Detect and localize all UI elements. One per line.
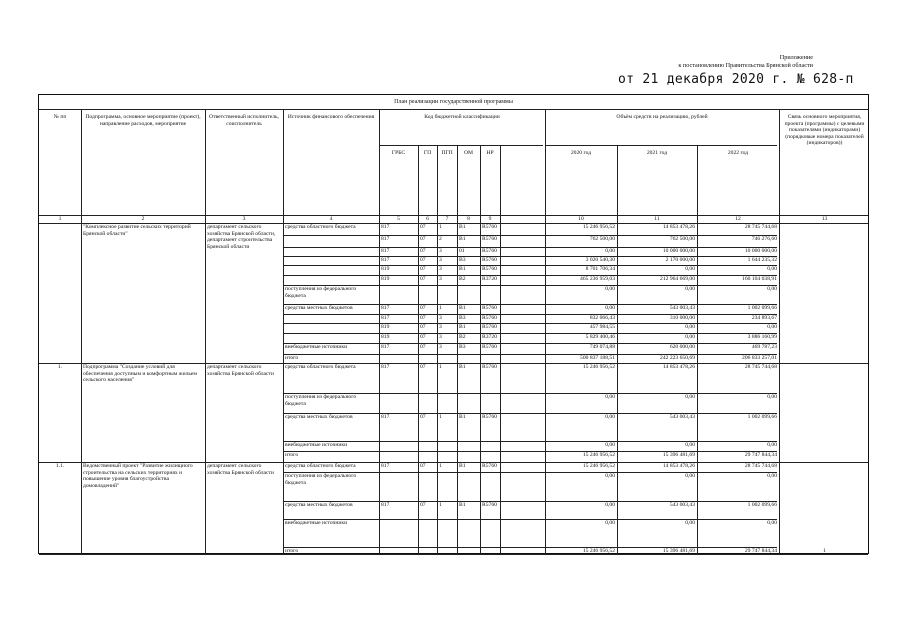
appendix-label: Приложение (779, 54, 813, 61)
row-2021: 0,00 (685, 473, 695, 479)
header-grbs: ГРБС (391, 150, 406, 156)
row-2020: 457 984,55 (589, 324, 615, 330)
row-number: 1. (57, 364, 63, 370)
row-2022: 28 745 744,68 (744, 364, 777, 370)
header-2022: 2022 год (727, 150, 749, 156)
row-grbs: 817 (381, 224, 390, 230)
row-2021: 14 853 478,26 (662, 463, 695, 469)
row-2020: 832 066,43 (589, 315, 615, 321)
row-nr: R5760 (482, 364, 497, 370)
row-nr: R5760 (482, 463, 497, 469)
row-2022: 29 747 844,34 (744, 452, 777, 458)
row-nr: R5760 (482, 266, 497, 272)
row-grbs: 817 (381, 414, 390, 420)
row-2021: 14 853 478,26 (662, 364, 695, 370)
row-2022: 1 002 099,66 (747, 305, 777, 311)
table-rule (39, 554, 868, 555)
row-2020: 762 500,00 (589, 236, 615, 242)
table-column-rule (697, 223, 698, 554)
row-source: средства местных бюджетов (285, 414, 353, 420)
row-source: средства областного бюджета (285, 364, 356, 370)
row-2021: 0,00 (685, 266, 695, 272)
row-2020: 0,00 (605, 286, 615, 292)
row-pgp: 3 (439, 315, 442, 321)
row-2020: 15 246 956,52 (582, 452, 615, 458)
row-2022: 0,00 (767, 442, 777, 448)
row-gp: 07 (420, 257, 426, 263)
row-pgp: 1 (439, 224, 442, 230)
decree-date: от 21 декабря 2020 г. № 628-п (618, 72, 854, 87)
column-number: 4 (329, 216, 333, 222)
row-2021: 0,00 (685, 442, 695, 448)
row-2022: 746 276,60 (751, 236, 777, 242)
row-grbs: 817 (381, 236, 390, 242)
row-2020: 500 837 188,51 (580, 355, 615, 361)
column-number: 10 (578, 216, 584, 222)
row-om: В1 (459, 324, 466, 330)
row-grbs: 817 (381, 257, 390, 263)
table-rule (39, 109, 868, 110)
row-2021: 620 000,00 (669, 344, 695, 350)
row-2020: 15 246 956,52 (582, 364, 615, 370)
table-column-rule (480, 145, 481, 223)
column-number: 2 (141, 216, 145, 222)
row-2020: 0,00 (605, 414, 615, 420)
row-2021: 0,00 (685, 286, 695, 292)
header-executor: Ответственный исполнитель, соисполнитель (209, 114, 279, 127)
row-pgp: 1 (439, 364, 442, 370)
row-2021: 543 003,43 (669, 502, 695, 508)
row-om: 01 (459, 248, 465, 254)
row-2020: 5 829 400,46 (585, 334, 615, 340)
row-2022: 0,00 (767, 286, 777, 292)
row-grbs: 819 (381, 266, 390, 272)
row-nr: R3720 (482, 334, 497, 340)
row-2021: 762 500,00 (669, 236, 695, 242)
table-column-rule (480, 223, 481, 554)
table-column-rule (500, 223, 501, 554)
row-source: итого (285, 355, 299, 361)
row-nr: R5760 (482, 305, 497, 311)
row-2022: 0,00 (767, 473, 777, 479)
row-gp: 07 (420, 463, 426, 469)
row-2020: 3 020 540,30 (585, 257, 615, 263)
row-2022: 0,00 (767, 324, 777, 330)
row-nr: R5760 (482, 502, 497, 508)
row-executor: департамент сельского хозяйства Брянской области (207, 463, 274, 476)
header-name: Подпрограмма, основное мероприятие (проект), направление расходов, мероприятие (85, 114, 201, 127)
row-2022: 1 002 099,66 (747, 414, 777, 420)
row-2020: 0,00 (605, 394, 615, 400)
row-2020: 465 236 959,03 (580, 276, 615, 282)
row-om: В1 (459, 414, 466, 420)
table-column-rule (457, 223, 458, 554)
row-2021: 15 396 481,69 (662, 548, 695, 554)
row-grbs: 817 (381, 344, 390, 350)
header-num: № пп (53, 114, 67, 120)
table-column-rule (81, 223, 82, 554)
row-2021: 212 964 669,00 (660, 276, 695, 282)
table-column-rule (418, 223, 419, 554)
row-2022: 160 104 038,91 (742, 276, 777, 282)
row-number: 1.1. (55, 463, 65, 469)
row-2021: 0,00 (685, 520, 695, 526)
table-column-rule (545, 109, 546, 223)
row-nr: R5760 (482, 324, 497, 330)
table-column-rule (418, 145, 419, 223)
row-2020: 0,00 (605, 442, 615, 448)
table-column-rule (779, 109, 780, 223)
row-om: В1 (459, 502, 466, 508)
row-2020: 749 074,88 (589, 344, 615, 350)
row-nr: R5760 (482, 315, 497, 321)
row-gp: 07 (420, 236, 426, 242)
row-2022: 234 893,67 (751, 315, 777, 321)
row-om: В1 (459, 236, 466, 242)
row-2022: 206 833 257,01 (742, 355, 777, 361)
row-pgp: 3 (439, 266, 442, 272)
table-column-rule (379, 223, 380, 554)
row-grbs: 819 (381, 276, 390, 282)
row-2021: 310 000,00 (669, 315, 695, 321)
row-grbs: 817 (381, 305, 390, 311)
row-gp: 07 (420, 364, 426, 370)
column-number: 6 (426, 216, 429, 222)
row-2020: 0,00 (605, 502, 615, 508)
row-gp: 07 (420, 344, 426, 350)
row-name: "Комплексное развитие сельских территорий Брянской области" (83, 224, 191, 237)
row-2021: 0,00 (685, 324, 695, 330)
table-column-rule (283, 109, 284, 223)
table-column-rule (500, 145, 501, 223)
row-2022: 0,00 (767, 266, 777, 272)
row-pgp: 3 (439, 276, 442, 282)
appendix-decree-label: к постановлению Правительства Брянской области (678, 62, 813, 69)
row-2020: 0,00 (605, 248, 615, 254)
row-2020: 15 246 956,52 (582, 463, 615, 469)
row-grbs: 819 (381, 334, 390, 340)
row-gp: 07 (420, 502, 426, 508)
row-2022: 28 745 744,68 (744, 224, 777, 230)
row-2022: 0,00 (767, 394, 777, 400)
table-column-rule (545, 223, 546, 554)
row-2022: 10 000 000,00 (744, 248, 777, 254)
table-rule (379, 145, 543, 146)
column-number: 7 (445, 216, 449, 222)
row-2021: 543 003,43 (669, 414, 695, 420)
row-om: В2 (459, 334, 466, 340)
row-pgp: 3 (439, 334, 442, 340)
row-pgp: 3 (439, 344, 442, 350)
header-2021: 2021 год (646, 150, 668, 156)
row-2022: 1 002 099,66 (747, 502, 777, 508)
row-om: В3 (459, 257, 466, 263)
row-name: Ведомственный проект "Развитие жилищного строительства на сельских территориях и повышение уровня благоустройства домовладений" (83, 463, 193, 489)
header-pgp: ПГП (441, 150, 453, 156)
row-nr: R3720 (482, 276, 497, 282)
row-pgp: 1 (439, 414, 442, 420)
row-gp: 07 (420, 248, 426, 254)
row-nr: R5760 (482, 257, 497, 263)
row-nr: R5760 (482, 414, 497, 420)
row-gp: 07 (420, 276, 426, 282)
column-number: 9 (488, 216, 492, 222)
row-2020: 0,00 (605, 520, 615, 526)
row-pgp: 1 (439, 305, 442, 311)
table-column-rule (437, 145, 438, 223)
row-pgp: 3 (439, 248, 442, 254)
row-source: внебюджетные источники (285, 344, 348, 350)
row-executor: департамент сельского хозяйства Брянской области, департамент строительства Брянской области (207, 224, 276, 250)
row-om: В1 (459, 364, 466, 370)
column-number: 13 (821, 216, 828, 222)
row-om: В1 (459, 224, 466, 230)
row-nr: R5760 (482, 224, 497, 230)
row-link: 1 (823, 548, 826, 554)
row-om: В1 (459, 266, 466, 272)
column-number: 3 (242, 216, 246, 222)
row-2022: 28 745 744,68 (744, 463, 777, 469)
row-2021: 543 003,43 (669, 305, 695, 311)
row-om: В1 (459, 463, 466, 469)
table-column-rule (205, 109, 206, 223)
row-source: средства областного бюджета (285, 463, 356, 469)
row-name: Подпрограмма "Создание условий для обеспечения доступным и комфортным жильем сельского населения" (83, 364, 197, 384)
row-gp: 07 (420, 224, 426, 230)
row-2021: 0,00 (685, 394, 695, 400)
row-pgp: 3 (439, 257, 442, 263)
row-om: В3 (459, 344, 466, 350)
row-2020: 8 701 706,34 (585, 266, 615, 272)
row-2020: 0,00 (605, 305, 615, 311)
column-number: 11 (654, 216, 660, 222)
row-2021: 14 853 478,26 (662, 224, 695, 230)
row-2021: 2 170 000,00 (665, 257, 695, 263)
header-budget-code: Код бюджетной классификации (424, 114, 500, 120)
row-2021: 10 000 000,00 (662, 248, 695, 254)
row-2021: 15 396 481,69 (662, 452, 695, 458)
row-source: поступления из федерального бюджета (285, 473, 357, 486)
column-number: 8 (467, 216, 470, 222)
row-source: поступления из федерального бюджета (285, 286, 357, 299)
table-column-rule (379, 109, 380, 223)
row-gp: 07 (420, 334, 426, 340)
row-om: В2 (459, 276, 466, 282)
column-number: 5 (397, 216, 400, 222)
row-source: поступления из федерального бюджета (285, 394, 357, 407)
row-pgp: 1 (439, 463, 442, 469)
row-executor: департамент сельского хозяйства Брянской области (207, 364, 274, 377)
row-nr: R5760 (482, 236, 497, 242)
row-gp: 07 (420, 266, 426, 272)
row-2022: 29 747 844,34 (744, 548, 777, 554)
row-grbs: 817 (381, 248, 390, 254)
row-grbs: 817 (381, 502, 390, 508)
row-source: средства местных бюджетов (285, 502, 353, 508)
header-2020: 2020 год (570, 150, 592, 156)
row-nr: R5760 (482, 248, 497, 254)
row-pgp: 1 (439, 502, 442, 508)
row-source: итого (285, 452, 299, 458)
plan-table (38, 94, 869, 554)
row-2020: 0,00 (605, 473, 615, 479)
row-gp: 07 (420, 305, 426, 311)
row-2020: 15 246 956,52 (582, 548, 615, 554)
table-column-rule (779, 223, 780, 554)
row-2022: 1 644 235,32 (747, 257, 777, 263)
row-grbs: 817 (381, 315, 390, 321)
column-number: 1 (58, 216, 62, 222)
row-source: внебюджетные источники (285, 442, 348, 448)
row-2021: 0,00 (685, 334, 695, 340)
row-pgp: 3 (439, 324, 442, 330)
table-column-rule (697, 145, 698, 223)
row-gp: 07 (420, 315, 426, 321)
row-2022: 469 787,23 (751, 344, 777, 350)
row-grbs: 817 (381, 364, 390, 370)
row-source: средства областного бюджета (285, 224, 356, 230)
row-gp: 07 (420, 414, 426, 420)
row-nr: R5760 (482, 344, 497, 350)
row-pgp: 2 (439, 236, 442, 242)
column-number: 12 (735, 216, 741, 222)
row-2021: 242 223 650,69 (660, 355, 695, 361)
table-rule (545, 145, 777, 146)
row-grbs: 817 (381, 463, 390, 469)
row-source: средства местных бюджетов (285, 305, 353, 311)
header-source: Источник финансового обеспечения (287, 114, 375, 120)
row-2020: 15 246 956,52 (582, 224, 615, 230)
table-column-rule (457, 145, 458, 223)
row-2022: 3 886 160,99 (747, 334, 777, 340)
row-om: В1 (459, 305, 466, 311)
header-volume: Объём средств на реализацию, рублей (616, 114, 708, 120)
row-source: внебюджетные источники (285, 520, 348, 526)
table-column-rule (437, 223, 438, 554)
table-title: План реализации государственной программы (394, 99, 513, 105)
table-column-rule (205, 223, 206, 554)
table-column-rule (617, 145, 618, 223)
table-column-rule (81, 109, 82, 223)
table-column-rule (617, 223, 618, 554)
header-om: ОМ (463, 150, 473, 156)
row-grbs: 819 (381, 324, 390, 330)
row-2022: 0,00 (767, 520, 777, 526)
header-link: Связь основного мероприятия, проекта (программы) с целевыми показателями (индикаторами) (порядковые номера показателей (индикаторов)) (784, 114, 865, 147)
table-column-rule (283, 223, 284, 554)
row-om: В3 (459, 315, 466, 321)
row-source: итого (285, 548, 299, 554)
row-gp: 07 (420, 324, 426, 330)
header-nr: НР (486, 150, 494, 156)
header-gp: ГП (423, 150, 432, 156)
